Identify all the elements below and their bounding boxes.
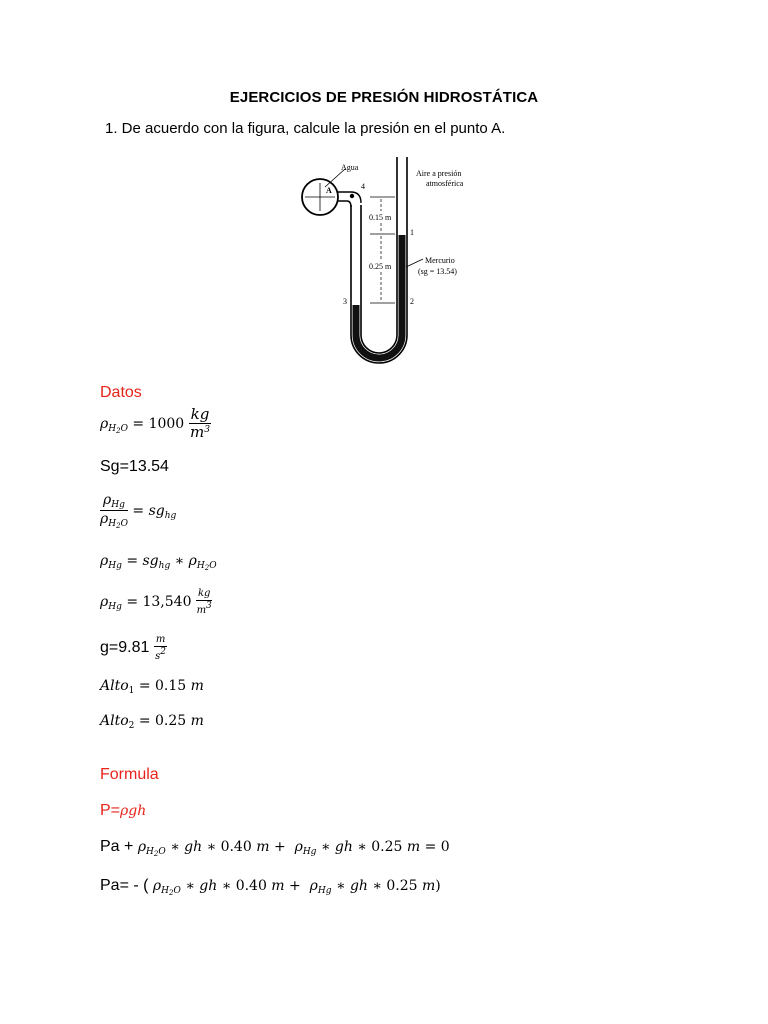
eq-gravity: g=9.81 $\frac{m}{s^2}$	[100, 634, 167, 662]
point-4-marker	[350, 194, 354, 198]
eq-pa-result: Pa= - ( $\rho_{H_2O}$ ∗ gh ∗ 0.40 $m + \rho_{Hg}$ ∗ gh ∗ 0.25 m)	[100, 877, 441, 897]
manometer-figure	[295, 155, 485, 387]
label-mercurio-line2: (sg = 13.54)	[418, 267, 457, 276]
eq-ratio: $\frac{\rho_{Hg}}{\rho_{H_2O}}$ = $sg_{hg}$	[100, 492, 177, 531]
label-point-1: 1	[410, 228, 414, 237]
eq-pa-sum: $Pa + \rho_{H_2O}$ ∗ gh ∗ 0.40 $m + \rho_{Hg}$ ∗ gh ∗ 0.25 m = 0	[100, 838, 450, 858]
eq-rho-hg-def: $\rho_{Hg} = sg_{hg}$ ∗ $\rho_{H_2O}$	[100, 553, 217, 572]
eq-alto2: Alto$_2$ = 0.25 m	[100, 713, 204, 731]
label-mercurio-line1: Mercurio	[425, 256, 455, 265]
eq-rho-water: $\rho_{H_2O} = 1000$ $\frac{kg}{m^3}$	[100, 405, 210, 442]
p-prefix: P=	[100, 802, 121, 819]
formula-heading: Formula	[100, 766, 159, 783]
datos-heading: Datos	[100, 384, 142, 401]
label-point-4: 4	[361, 182, 365, 191]
label-aire-line1: Aire a presión	[416, 169, 462, 178]
label-point-a: A	[326, 186, 332, 195]
eq-alto1: Alto$_1$ = 0.15 m	[100, 678, 204, 696]
eq-p-rho-g-h: P=ρgh	[100, 802, 147, 819]
dim-015: 0.15 m	[369, 213, 392, 222]
u-tube-inner-wall	[361, 157, 397, 353]
gravity-prefix: g=9.81	[100, 639, 150, 657]
document-title: EJERCICIOS DE PRESIÓN HIDROSTÁTICA	[229, 89, 539, 106]
label-aire-line2: atmosférica	[426, 179, 464, 188]
eq-rho-hg-value: $\rho_{Hg} = 13,540$ $\frac{kg}{m^3}$	[100, 588, 212, 616]
question-text: 1. De acuerdo con la figura, calcule la presión en el punto A.	[105, 120, 506, 137]
dim-025: 0.25 m	[369, 262, 392, 271]
label-agua: Agua	[341, 163, 359, 172]
label-point-2: 2	[410, 297, 414, 306]
mercury-column	[356, 235, 402, 358]
pa2-prefix: Pa= - (	[100, 877, 149, 894]
pa-prefix: Pa +	[100, 838, 134, 855]
sg-line: Sg=13.54	[100, 458, 169, 475]
label-point-3: 3	[343, 297, 347, 306]
